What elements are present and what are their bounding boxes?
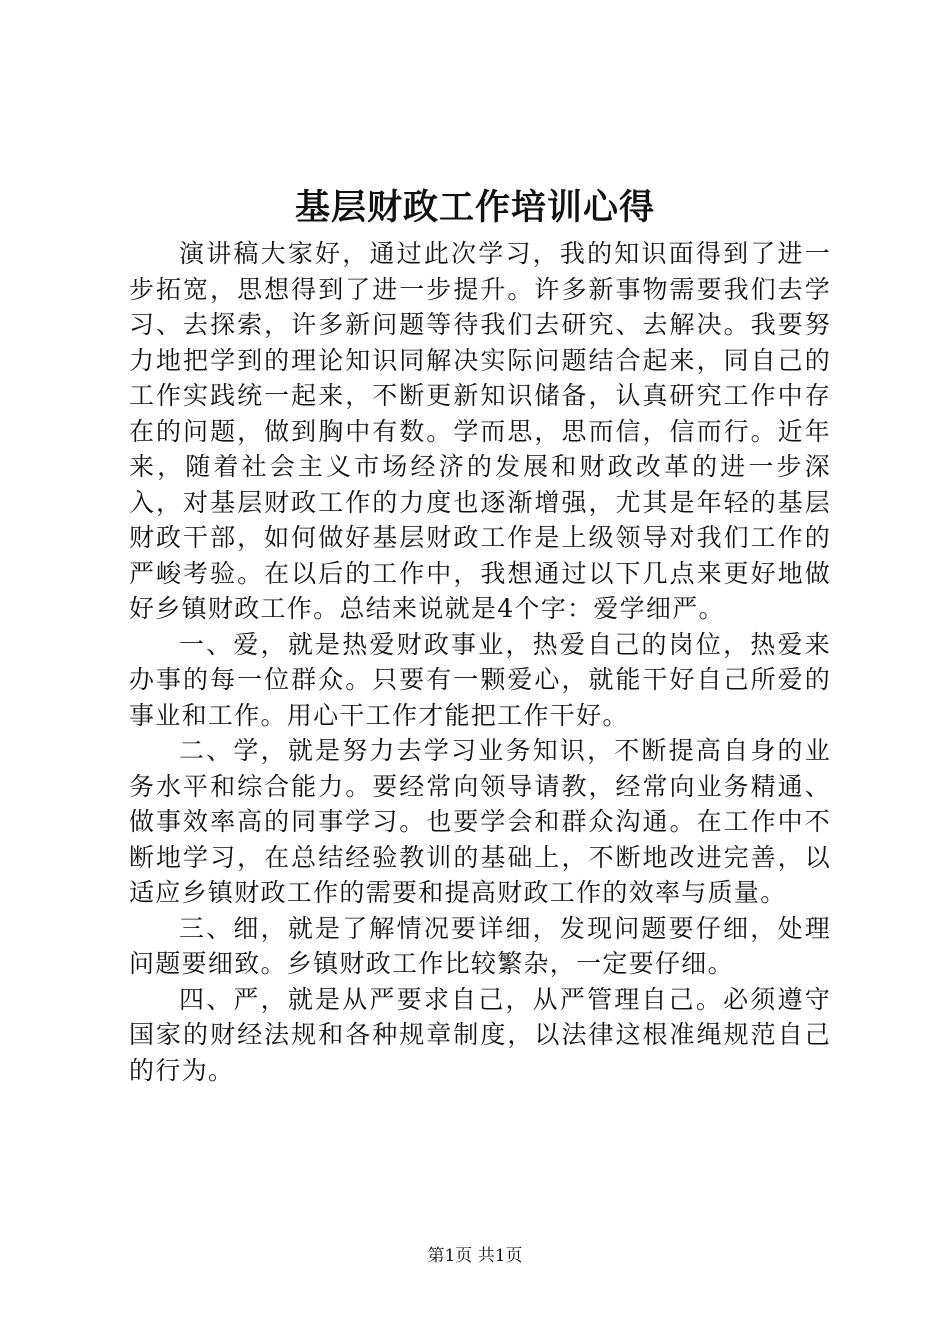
paragraph-strict: 四、严，就是从严要求自己，从严管理自己。必须遵守国家的财经法规和各种规章制度，以法律这根准绳规范自己的行为。	[129, 984, 831, 1085]
document-title: 基层财政工作培训心得	[294, 187, 655, 228]
paragraph-detail: 三、细，就是了解情况要详细，发现问题要仔细，处理问题要细致。乡镇财政工作比较繁杂，一定要仔细。	[129, 913, 831, 978]
paragraph-learn: 二、学，就是努力去学习业务知识，不断提高自身的业务水平和综合能力。要经常向领导请教，经常向业务精通、做事效率高的同事学习。也要学会和群众沟通。在工作中不断地学习，在总结经验教训的基础上，不断地改进完善，以适应乡镇财政工作的需要和提高财政工作的效率与质量。	[129, 736, 831, 907]
document-body	[129, 236, 831, 1088]
paragraph-intro: 演讲稿大家好，通过此次学习，我的知识面得到了进一步拓宽，思想得到了进一步提升。许多新事物需要我们去学习、去探索，许多新问题等待我们去研究、去解决。我要努力地把学到的理论知识同解决实际问题结合起来，同自己的工作实践统一起来，不断更新知识储备，认真研究工作中存在的问题，做到胸中有数。学而思，思而信，信而行。近年来，随着社会主义市场经济的发展和财政改革的进一步深入，对基层财政工作的力度也逐渐增强，尤其是年轻的基层财政干部，如何做好基层财政工作是上级领导对我们工作的严峻考验。在以后的工作中，我想通过以下几点来更好地做好乡镇财政工作。总结来说就是4个字：爱学细严。	[129, 239, 831, 623]
page-footer: 第1页 共1页	[427, 1246, 523, 1266]
paragraph-love: 一、爱，就是热爱财政事业，热爱自己的岗位，热爱来办事的每一位群众。只要有一颗爱心，就能干好自己所爱的事业和工作。用心干工作才能把工作干好。	[129, 629, 831, 730]
